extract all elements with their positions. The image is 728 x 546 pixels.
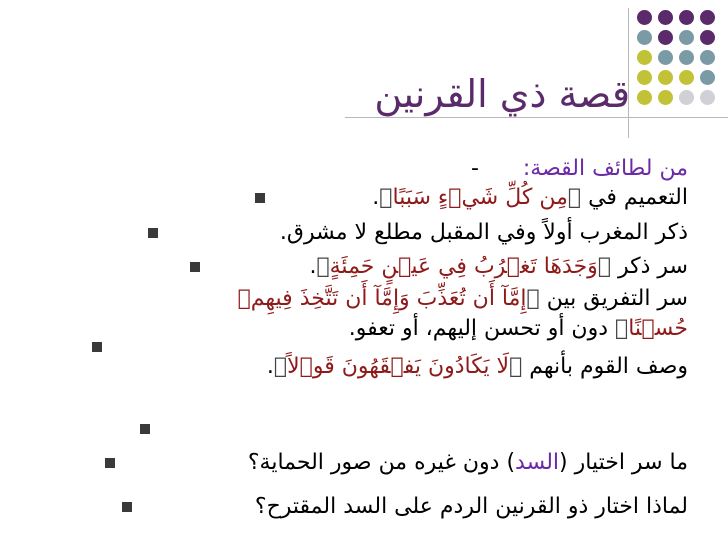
decor-dot: [658, 70, 673, 85]
decor-dot: [679, 90, 694, 105]
bullet-icon: [148, 228, 158, 238]
decor-dot: [700, 70, 715, 85]
item-suffix: دون أو تحسن إليهم، أو تعفو.: [348, 316, 609, 341]
bracket-open: ﴿: [567, 185, 582, 210]
bracket-open: ﴿: [509, 354, 523, 379]
decor-dot: [637, 70, 652, 85]
decor-dot: [700, 50, 715, 65]
bullet-icon: [255, 193, 265, 203]
decor-dot: [658, 10, 673, 25]
decor-dot: [679, 10, 694, 25]
decor-dot: [700, 30, 715, 45]
list-item: [48, 284, 688, 314]
decor-dot: [637, 50, 652, 65]
item-suffix: .: [309, 254, 317, 279]
decor-dot: [637, 10, 652, 25]
highlight-word: السد: [515, 450, 560, 475]
quran-quote: وَجَدَهَا تَغۡرُبُ فِي عَيۡنٍ حَمِئَةٍ: [329, 254, 598, 279]
bracket-open: ﴿: [597, 254, 612, 279]
bracket-close: ﴾: [379, 185, 393, 210]
decor-dot: [637, 30, 652, 45]
decor-dot: [679, 50, 694, 65]
subheading-text: من لطائف القصة:: [522, 156, 688, 181]
decor-dot: [679, 70, 694, 85]
item-suffix: .: [266, 354, 274, 379]
quran-quote: مِن كُلِّ شَيۡءٍ سَبَبًا: [392, 185, 568, 210]
decor-dot: [658, 90, 673, 105]
list-item: [48, 448, 688, 478]
bullet-icon: [92, 342, 102, 352]
item-suffix: ) دون غيره من صور الحماية؟: [247, 450, 516, 475]
item-prefix: ما سر اختيار (: [559, 450, 688, 475]
subheading-dash: -: [470, 156, 479, 181]
item-prefix: وصف القوم بأنهم: [529, 354, 688, 379]
quran-quote: إِمَّآ أَن تُعَذِّبَ وَإِمَّآ أَن تَتَّخِذَ فِيهِمۡ: [237, 286, 527, 311]
item-text: ذكر المغرب أولاً وفي المقبل مطلع لا مشرق.: [279, 220, 688, 245]
horizontal-divider: [345, 117, 728, 118]
item-text: لماذا اختار ذو القرنين الردم على السد المقترح؟: [254, 494, 688, 519]
item-prefix: التعميم في: [588, 185, 688, 210]
bullet-icon: [140, 424, 150, 434]
decor-dot: [658, 50, 673, 65]
slide-title: قصة ذي القرنين: [374, 72, 630, 116]
bracket-close: ﴾: [316, 254, 330, 279]
list-item: [48, 352, 688, 382]
decorative-dot-grid: [637, 10, 725, 118]
decor-dot: [679, 30, 694, 45]
item-prefix: سر التفريق بين: [546, 286, 688, 311]
list-item: [48, 492, 688, 522]
bullet-icon: [105, 458, 115, 468]
decor-dot: [637, 90, 652, 105]
bullet-icon: [190, 262, 200, 272]
decor-dot: [658, 30, 673, 45]
item-suffix: .: [372, 185, 380, 210]
list-item: [48, 218, 688, 248]
decor-dot: [700, 90, 715, 105]
subheading: [48, 154, 688, 184]
list-item: [48, 183, 688, 213]
bracket-close: ﴾: [273, 354, 288, 379]
bracket-open: ﴿: [526, 286, 540, 311]
list-item: [48, 252, 688, 282]
bracket-close: ﴾: [615, 316, 629, 341]
quran-quote-continued: حُسۡنًا: [628, 316, 688, 341]
item-prefix: سر ذكر: [618, 254, 688, 279]
quran-quote: لَا يَكَادُونَ يَفۡقَهُونَ قَوۡلاً: [287, 354, 510, 379]
bullet-icon: [122, 502, 132, 512]
list-item-continuation: [48, 314, 688, 344]
decor-dot: [700, 10, 715, 25]
